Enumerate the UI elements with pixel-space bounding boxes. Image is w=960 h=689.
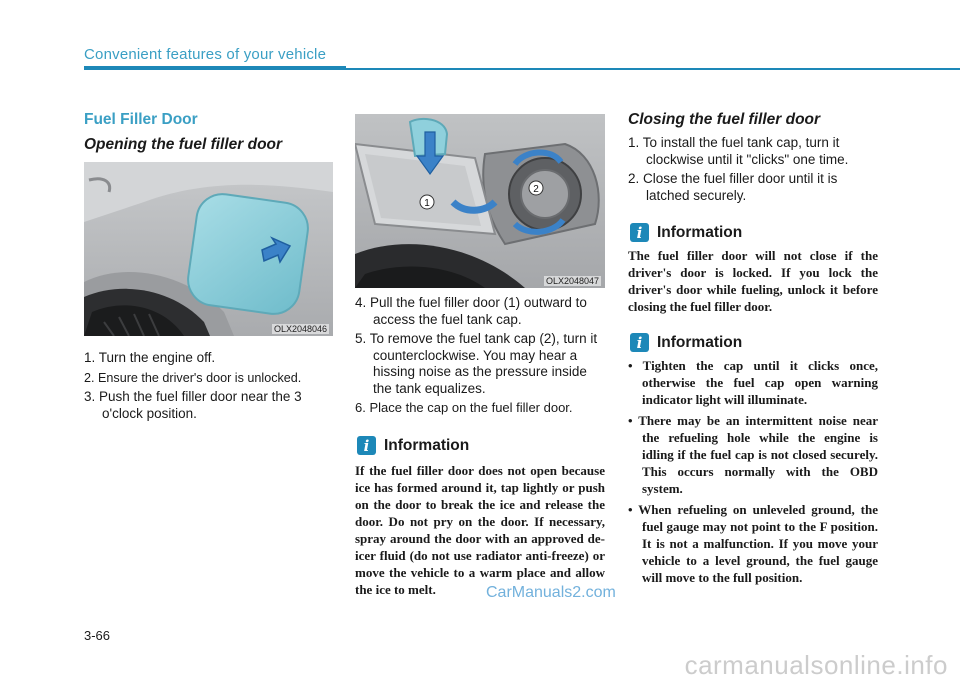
info-bullets-closing-2 [628,357,878,590]
info-text-closing-1: The fuel filler door will not close if the driver's door is locked. If you lock the driver's door while fueling, unlock it before closing the fuel filler door. [628,248,878,314]
info-header-closing-2 [630,333,742,352]
info-header-closing-1 [630,223,742,242]
header-title: Convenient features of your vehicle [84,46,327,63]
page-number: 3-66 [84,628,111,643]
watermark-link[interactable]: CarManuals2.com [486,584,616,601]
site-watermark: carmanualsonline.info [684,650,948,680]
closing-step-1: 1. To install the fuel tank cap, turn it clockwise until it "clicks" one time. [628,135,849,167]
figure-code: OLX2048046 [273,324,327,334]
figure-opening [84,162,333,336]
opening-step-2: 2. Ensure the driver's door is unlocked. [84,370,302,385]
closing-title: Closing the fuel filler door [628,111,821,128]
opening-step-3: 3. Push the fuel filler door near the 3 o'clock position. [84,389,302,421]
info-bullet-1: • Tighten the cap until it clicks once, otherwise the fuel cap open warning indicator light will illuminate. [628,358,878,407]
callout-1: 1 [424,198,430,209]
info-bullet-3: • When refueling on unleveled ground, the fuel gauge may not point to the F position. It is not a malfunction. If you move your vehicle to a level ground, the fuel gauge will move to the full position. [628,502,878,585]
closing-step-2: 2. Close the fuel filler door until it is latched securely. [628,171,838,203]
fuel-door-closed-illustration [84,162,333,336]
opening-steps [84,350,336,425]
information-label: Information [657,223,743,241]
info-header-middle [357,436,469,455]
header-rule-thin [346,68,960,70]
information-label: Information [657,333,743,351]
middle-step-6: 6. Place the cap on the fuel filler door. [355,400,573,415]
information-label: Information [384,436,470,454]
information-icon: i [357,436,376,455]
figure-cap [355,114,605,288]
middle-step-4: 4. Pull the fuel filler door (1) outward to access the fuel tank cap. [355,295,587,327]
figure-code: OLX2048047 [545,276,599,286]
closing-steps [628,135,878,207]
section-title: Fuel Filler Door [84,111,198,128]
fuel-door-open-illustration [355,114,605,288]
info-bullet-2: • There may be an intermittent noise near the refueling hole while the engine is idling if the fuel cap is not closed securely. This occurs normally with the OBD system. [628,413,878,496]
information-icon: i [630,333,649,352]
middle-step-5: 5. To remove the fuel tank cap (2), turn it counterclockwise. You may hear a hissing noise as the pressure inside the tank equalizes. [355,331,598,396]
opening-title: Opening the fuel filler door [84,136,283,153]
callout-2: 2 [533,184,539,195]
middle-steps [355,295,607,420]
header-rule-thick [84,66,346,70]
information-icon: i [630,223,649,242]
info-text-middle: If the fuel filler door does not open because ice has formed around it, tap lightly or push on the door to break the ice and release the door. Do not pry on the door. If necessary, spray around the door with an approved de-icer fluid (do not use radiator anti-freeze) or move the vehicle to a warm place and allow the ice to melt. [355,463,605,597]
opening-step-1: 1. Turn the engine off. [84,350,216,365]
